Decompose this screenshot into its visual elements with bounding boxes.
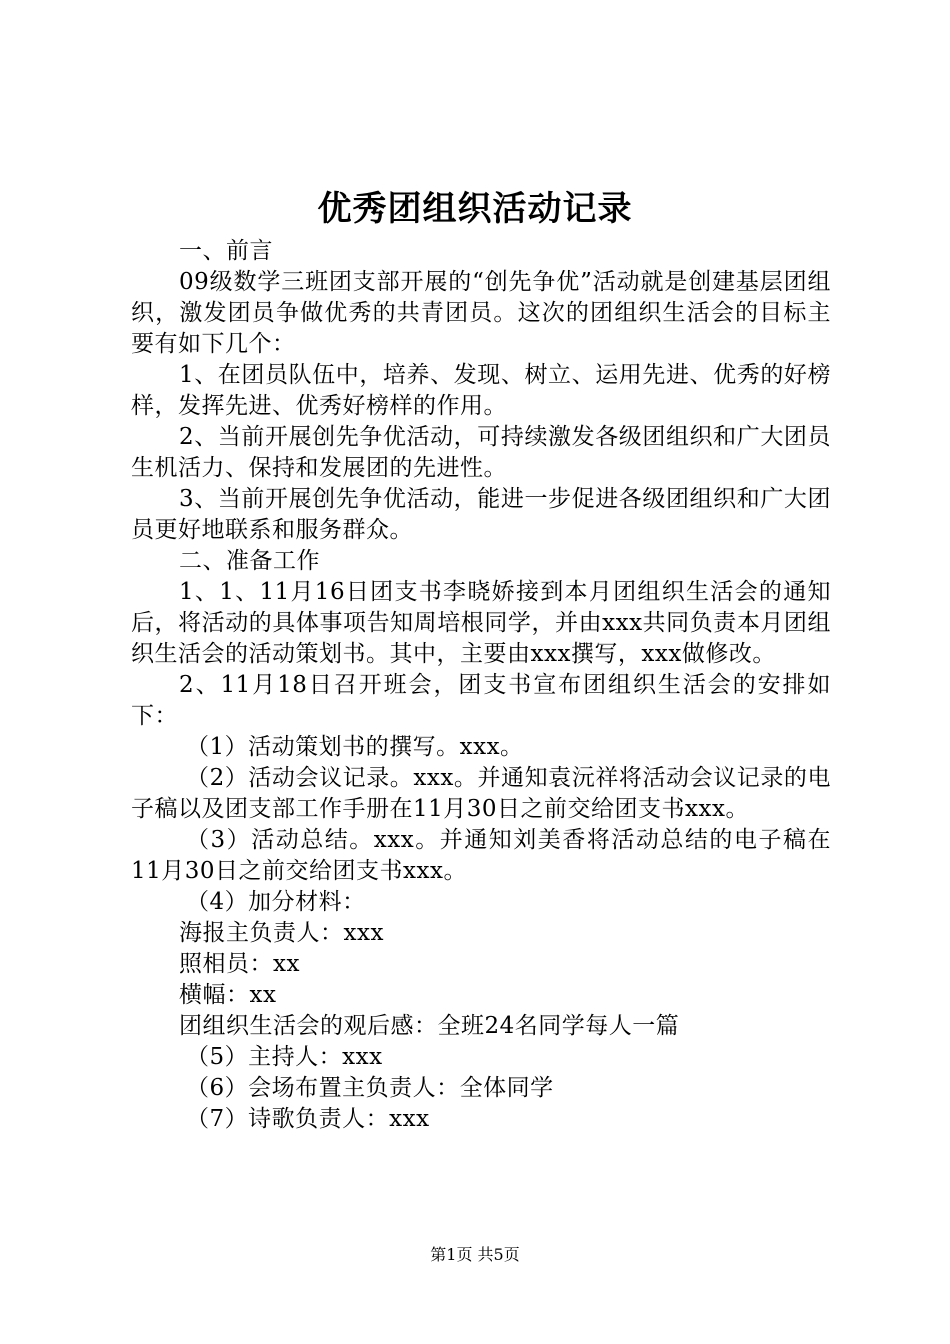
list-item-1: （1）活动策划书的撰写。xxx。 — [186, 734, 524, 760]
paragraph-prep-2: 2、11月18日召开班会，团支书宣布团组织生活会的安排如下： — [131, 672, 831, 729]
list-subitem-reflections: 团组织生活会的观后感：全班24名同学每人一篇 — [179, 1013, 680, 1039]
paragraph-intro: 09级数学三班团支部开展的“创先争优”活动就是创建基层团组织，激发团员争做优秀的共青团员。这次的团组织生活会的目标主要有如下几个： — [131, 269, 831, 357]
list-subitem-poster: 海报主负责人：xxx — [179, 920, 384, 946]
paragraph-prep-1: 1、1、11月16日团支书李晓娇接到本月团组织生活会的通知后，将活动的具体事项告知周培根同学，并由xxx共同负责本月团组织生活会的活动策划书。其中，主要由xxx撰写，xxx做修改。 — [131, 579, 831, 667]
section-heading-preparation: 二、准备工作 — [179, 548, 320, 574]
list-subitem-photographer: 照相员：xx — [179, 951, 300, 977]
list-item-6: （6）会场布置主负责人：全体同学 — [186, 1075, 554, 1101]
list-subitem-banner: 横幅：xx — [179, 982, 277, 1008]
document-title: 优秀团组织活动记录 — [317, 189, 633, 229]
page-number-footer: 第1页 共5页 — [430, 1245, 520, 1264]
list-item-7: （7）诗歌负责人：xxx — [186, 1106, 430, 1132]
paragraph-goal-3: 3、当前开展创先争优活动，能进一步促进各级团组织和广大团员更好地联系和服务群众。 — [131, 486, 831, 543]
document-body — [131, 236, 831, 1135]
paragraph-goal-1: 1、在团员队伍中，培养、发现、树立、运用先进、优秀的好榜样，发挥先进、优秀好榜样的作用。 — [131, 362, 831, 419]
section-heading-preface: 一、前言 — [179, 238, 273, 264]
list-item-2: （2）活动会议记录。xxx。并通知袁沅祥将活动会议记录的电子稿以及团支部工作手册在11月30日之前交给团支书xxx。 — [131, 765, 831, 822]
list-item-5: （5）主持人：xxx — [186, 1044, 383, 1070]
list-item-4: （4）加分材料： — [186, 889, 366, 915]
list-item-3: （3）活动总结。xxx。并通知刘美香将活动总结的电子稿在11月30日之前交给团支书xxx。 — [131, 827, 831, 884]
paragraph-goal-2: 2、当前开展创先争优活动，可持续激发各级团组织和广大团员生机活力、保持和发展团的先进性。 — [131, 424, 831, 481]
